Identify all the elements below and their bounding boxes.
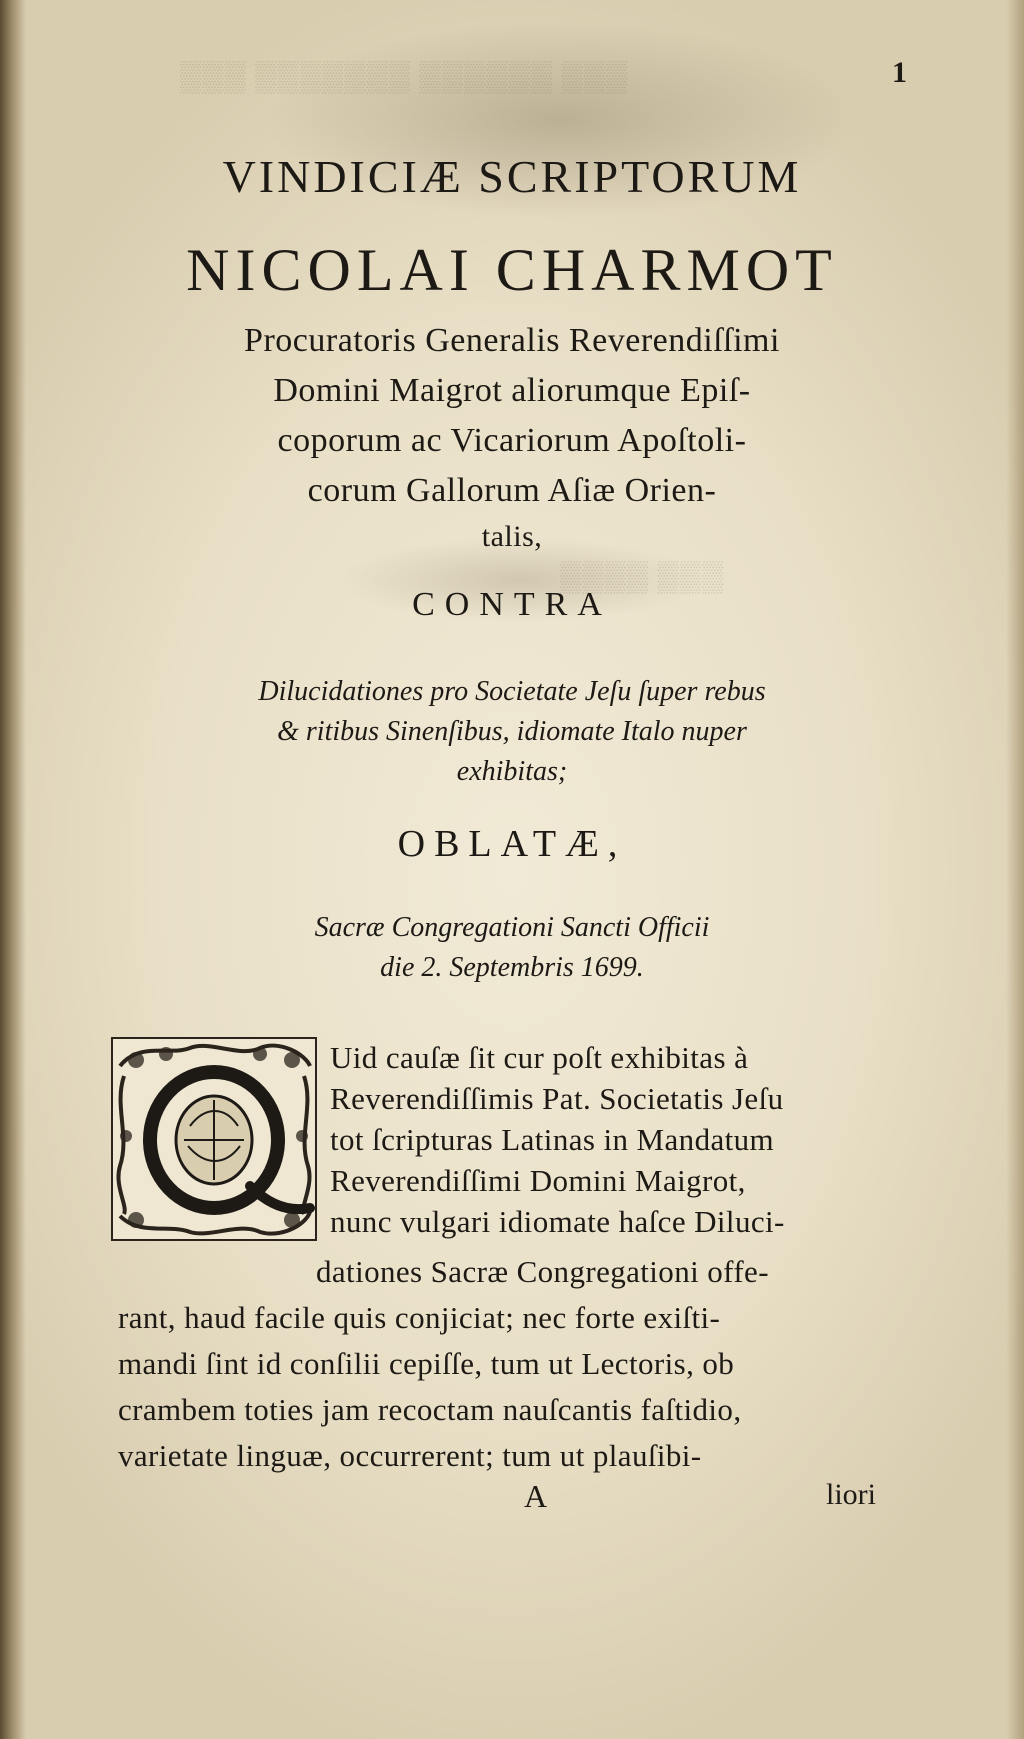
body-text-line: crambem toties jam recoctam nauſcantis faſtidio, <box>118 1392 742 1427</box>
subtitle-line: Domini Maigrot aliorumque Epiſ- <box>273 372 751 409</box>
body-text-line: varietate linguæ, occurrerent; tum ut plauſibi- <box>118 1438 702 1473</box>
body-text-line: Reverendiſſimis Pat. Societatis Jeſu <box>330 1081 784 1116</box>
title-line-1: VINDICIÆ SCRIPTORUM <box>222 151 802 202</box>
signature-mark: A <box>524 1478 548 1514</box>
subtitle-line: coporum ac Vicariorum Apoſtoli- <box>277 422 747 459</box>
subtitle-line: talis, <box>481 520 543 553</box>
dilucidationes-line: Dilucidationes pro Societate Jeſu ſuper rebus <box>258 676 766 707</box>
body-text-line: dationes Sacræ Congregationi offe- <box>316 1254 769 1289</box>
dilucidationes-line: exhibitas; <box>456 756 568 787</box>
bleed-through-smudge: ▒▒▒ ▒▒▒▒▒▒▒ ▒▒▒▒▒▒ ▒▒▒ <box>180 60 629 93</box>
ornamental-drop-cap-q-icon <box>110 1036 318 1242</box>
title-line-2: NICOLAI CHARMOT <box>186 237 838 303</box>
body-text-line: Reverendiſſimi Domini Maigrot, <box>330 1163 746 1198</box>
oblatae-heading: OBLATÆ, <box>397 823 627 865</box>
dilucidationes-line: & ritibus Sinenſibus, idiomate Italo nuper <box>277 716 747 747</box>
body-text-line: tot ſcripturas Latinas in Mandatum <box>330 1122 775 1157</box>
page-number: 1 <box>892 56 907 89</box>
bleed-through-smudge: ▒▒▒▒ ▒▒▒ <box>560 560 725 593</box>
body-text-line: rant, haud facile quis conjiciat; nec forte exiſti- <box>118 1300 721 1335</box>
catchword: liori <box>826 1478 876 1511</box>
subtitle-line: corum Gallorum Aſiæ Orien- <box>307 472 717 509</box>
subtitle-line: Procuratoris Generalis Reverendiſſimi <box>244 322 780 359</box>
dedication-line: Sacræ Congregationi Sancti Officii <box>314 912 710 943</box>
dedication-line: die 2. Septembris 1699. <box>380 952 644 983</box>
body-text-line: Uid cauſæ ſit cur poſt exhibitas à <box>330 1040 749 1075</box>
body-text-line: nunc vulgari idiomate haſce Diluci- <box>330 1204 785 1239</box>
contra-heading: CONTRA <box>412 586 612 623</box>
body-text-line: mandi ſint id conſilii cepiſſe, tum ut Lectoris, ob <box>118 1346 735 1381</box>
